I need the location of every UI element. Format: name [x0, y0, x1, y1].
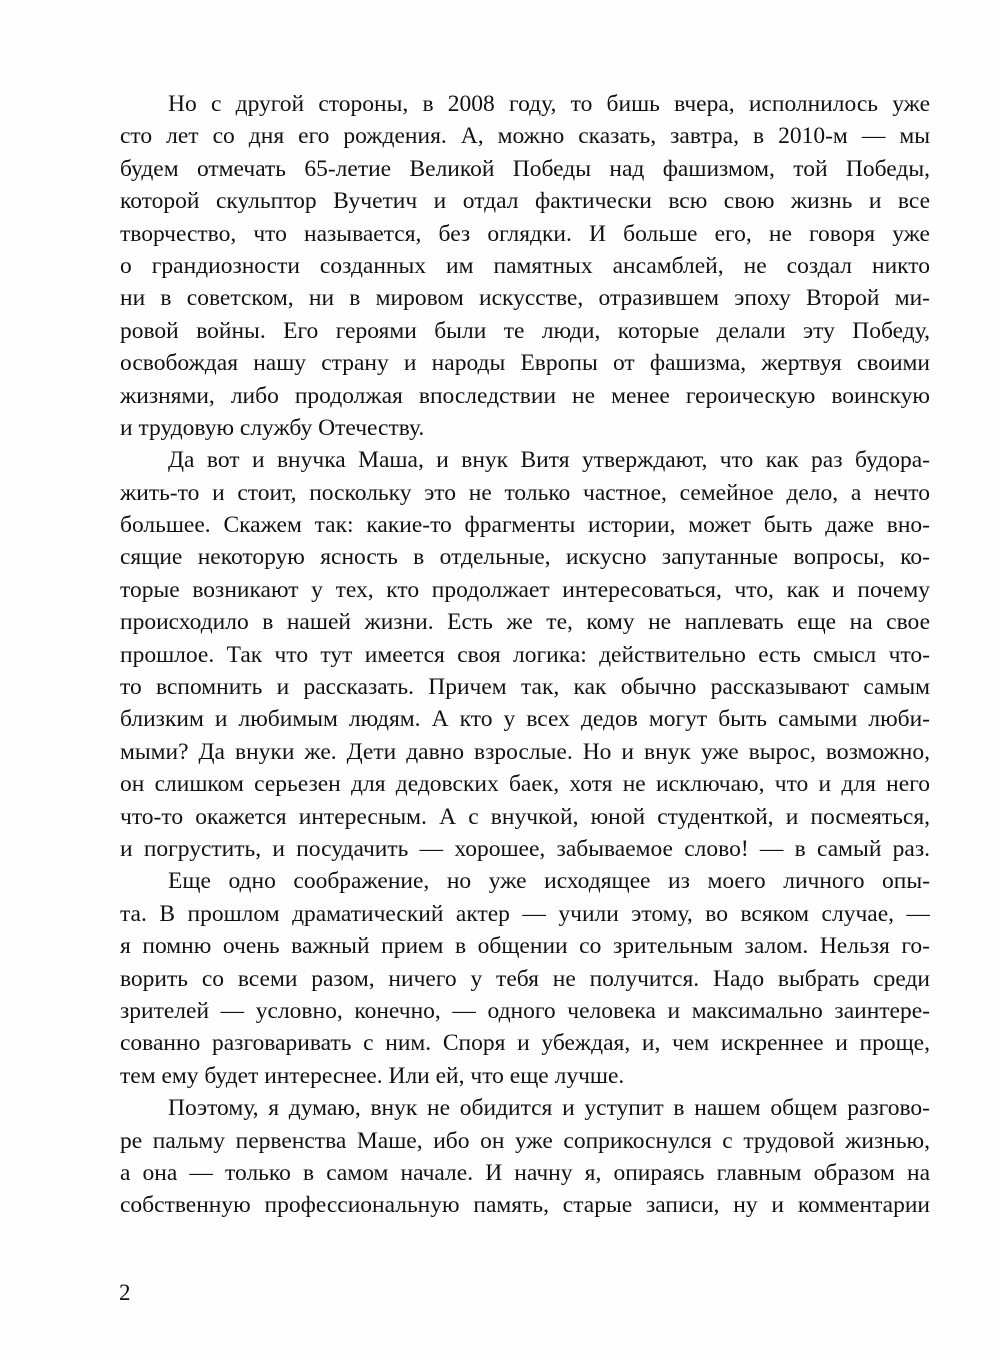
text-line: Да вот и внучка Маша, и внук Витя утверждают, что как раз будора- — [168, 447, 930, 474]
text-line: та. В прошлом драматический актер — учили этому, во всяком случае, — — [120, 900, 930, 927]
paragraph-2 — [120, 444, 930, 865]
text-line: ровой войны. Его героями были те люди, которые делали эту Победу, — [120, 317, 930, 344]
body-text — [120, 88, 930, 1222]
text-line: прошлое. Так что тут имеется своя логика: действительно есть смысл что- — [120, 641, 930, 668]
text-line: сованно разговаривать с ним. Споря и убеждая, и, чем искреннее и проще, — [120, 1030, 930, 1057]
text-line: ре пальму первенства Маше, ибо он уже соприкоснулся с трудовой жизнью, — [120, 1127, 930, 1154]
text-line: которой скульптор Вучетич и отдал фактически всю свою жизнь и все — [120, 188, 930, 215]
page-number: 2 — [119, 1280, 131, 1305]
text-line: жизнями, либо продолжая впоследствии не менее героическую воинскую — [120, 382, 930, 409]
text-line: большее. Скажем так: какие-то фрагменты истории, может быть даже вно- — [120, 512, 930, 539]
text-line: торые возникают у тех, кто продолжает интересоваться, что, как и почему — [120, 576, 930, 603]
text-line: мыми? Да внуки же. Дети давно взрослые. Но и внук уже вырос, возможно, — [120, 738, 930, 765]
text-line: творчество, что называется, без оглядки. И больше его, не говоря уже — [120, 220, 930, 247]
paragraph-3 — [120, 865, 930, 1092]
text-line: Поэтому, я думаю, внук не обидится и уступит в нашем общем разгово- — [168, 1095, 930, 1122]
paragraph-1 — [120, 88, 930, 444]
text-line: то вспомнить и рассказать. Причем так, как обычно рассказывают самым — [120, 674, 930, 701]
text-line: что-то окажется интересным. А с внучкой, юной студенткой, и посмеяться, — [120, 803, 930, 830]
text-line: а она — только в самом начале. И начну я, опираясь главным образом на — [120, 1159, 930, 1186]
text-line: я помню очень важный прием в общении со зрительным залом. Нельзя го- — [120, 933, 930, 960]
text-line: собственную профессиональную память, старые записи, ну и комментарии — [120, 1192, 930, 1219]
paragraph-4 — [120, 1092, 930, 1222]
text-line: он слишком серьезен для дедовских баек, хотя не исключаю, что и для него — [120, 771, 930, 798]
text-line: зрителей — условно, конечно, — одного человека и максимально заинтере- — [120, 997, 930, 1024]
text-line: сящие некоторую ясность в отдельные, искусно запутанные вопросы, ко- — [120, 544, 930, 571]
text-line: будем отмечать 65-летие Великой Победы над фашизмом, той Победы, — [120, 155, 930, 182]
text-line: освобождая нашу страну и народы Европы от фашизма, жертвуя своими — [120, 350, 930, 377]
text-line: близким и любимым людям. А кто у всех дедов могут быть самыми люби- — [120, 706, 930, 733]
text-line: Но с другой стороны, в 2008 году, то бишь вчера, исполнилось уже — [168, 91, 930, 117]
text-line: о грандиозности созданных им памятных ансамблей, не создал никто — [120, 252, 930, 279]
text-line: сто лет со дня его рождения. А, можно сказать, завтра, в 2010-м — мы — [120, 123, 930, 150]
text-line: Еще одно соображение, но уже исходящее из моего личного опы- — [168, 868, 930, 895]
text-line: и погрустить, и посудачить — хорошее, забываемое слово! — в самый раз. — [120, 835, 930, 862]
text-line: жить-то и стоит, поскольку это не только частное, семейное дело, а нечто — [120, 479, 930, 506]
text-line: ни в советском, ни в мировом искусстве, отразившем эпоху Второй ми- — [120, 285, 930, 312]
text-line: и трудовую службу Отечеству. — [120, 414, 425, 441]
text-line: происходило в нашей жизни. Есть же те, кому не наплевать еще на свое — [120, 609, 930, 636]
text-line: ворить со всеми разом, ничего у тебя не получится. Надо выбрать среди — [120, 965, 930, 992]
text-line: тем ему будет интереснее. Или ей, что еще лучше. — [120, 1062, 625, 1089]
